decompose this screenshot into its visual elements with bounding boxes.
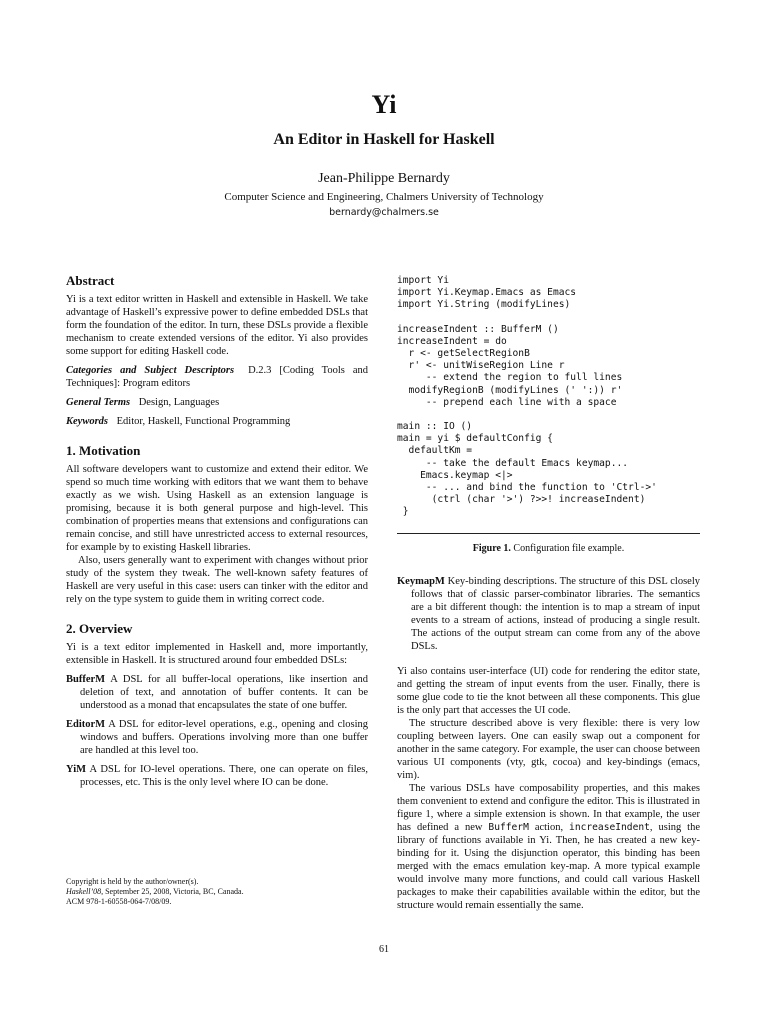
overview-section bbox=[66, 622, 368, 789]
copyright-line: Copyright is held by the author/owner(s). bbox=[66, 877, 199, 886]
paper-subtitle: An Editor in Haskell for Haskell bbox=[273, 131, 495, 148]
author-name: Jean-Philippe Bernardy bbox=[318, 171, 450, 186]
figure-rule bbox=[397, 533, 700, 534]
categories-value: D.2.3 [Coding Tools and Techniques]: Program editors bbox=[66, 365, 368, 389]
general-terms-value: Design, Languages bbox=[138, 397, 220, 408]
page-number: 61 bbox=[379, 944, 389, 955]
motivation-paragraph-1: All software developers want to customize and extend their editor. We spend so much time working with editors that we want them to behave exactly as we wish. Using Haskell as an extension language is promising, because it is both general purpose and high-level. This combination of properties means that extensions and configurations can remain concise, and still have unrestricted access to external resources, for example by to existing Haskell libraries. bbox=[66, 464, 368, 553]
structure-paragraph: The structure described above is very flexible: there is very low coupling between layers. One can easily swap out a component for another in the same category. For example, the user can choose between various UI components (vty, gtk, cocoa) and key-bindings (emacs, vim). bbox=[397, 717, 700, 781]
acm-line: ACM 978-1-60558-064-7/08/09. bbox=[66, 897, 172, 906]
general-terms-line bbox=[66, 396, 368, 409]
dsl-term: YiM bbox=[66, 764, 87, 775]
dsl-desc: Key-binding descriptions. The structure of this DSL closely follows that of classic parser-combinator libraries. The semantics are a bit different though: the intention is to map a stream of input events to a stream of actions, instead of producing a single result. The actions of the output stream can come from any of the above DSLs. bbox=[411, 575, 700, 652]
venue-line bbox=[66, 887, 366, 897]
author-email: bernardy@chalmers.se bbox=[329, 207, 439, 218]
motivation-section bbox=[66, 444, 368, 606]
general-terms-label: General Terms bbox=[66, 397, 131, 408]
motivation-paragraph-2: Also, users generally want to experiment with changes without prior study of the system they tweak. The well-known safety features of Haskell are very useful in this case: users can tinker with the editor and rely on the type system to guide them in writing correct code. bbox=[66, 555, 368, 605]
motivation-heading: 1. Motivation bbox=[66, 443, 141, 458]
categories-label: Categories and Subject Descriptors bbox=[66, 365, 235, 376]
inline-code-increaseindent: increaseIndent bbox=[569, 821, 650, 833]
author-affiliation: Computer Science and Engineering, Chalmers University of Technology bbox=[224, 191, 544, 203]
code-main: main :: IO () main = yi $ defaultConfig { defaultKm = -- take the default Emacs keymap... Emacs.keymap <|> -- ... and bind the function to 'Ctrl->' (ctrl (char '>') ?>>! increaseIndent) } bbox=[397, 421, 657, 518]
keywords-label: Keywords bbox=[66, 416, 108, 427]
figure-1 bbox=[397, 275, 700, 555]
dsl-list bbox=[66, 673, 368, 789]
dsl-term: BufferM bbox=[66, 674, 106, 685]
left-column bbox=[66, 274, 368, 789]
ui-paragraph: Yi also contains user-interface (UI) code for rendering the editor state, and getting the stream of input events from the user. Finally, there is some glue code to tie the knot between all these components. This glue is the only part that accesses the UI code. bbox=[397, 665, 700, 716]
categories-line bbox=[66, 364, 368, 390]
venue-details: September 25, 2008, Victoria, BC, Canada. bbox=[105, 887, 244, 896]
keywords-value: Editor, Haskell, Functional Programming bbox=[116, 416, 291, 427]
abstract-text: Yi is a text editor written in Haskell and extensible in Haskell. We take advantage of Haskell’s expressive power to define embedded DSLs that form the foundation of the editor. In turn, these DSLs provide a flexible mechanism to create extended versions of the editor. Yi also provides some support for editing Haskell code. bbox=[66, 294, 368, 357]
copyright-footnote bbox=[66, 877, 366, 907]
dsl-desc: A DSL for all buffer-local operations, like insertion and deletion of text, and annotation of buffer contents. It can be understood as a monad that encapsulates the state of one buffer. bbox=[80, 674, 368, 711]
dsl-term: KeymapM bbox=[397, 575, 445, 587]
dsl-desc: A DSL for editor-level operations, e.g., opening and closing windows and buffers. Operations involving more than one buffer are handled at this level too. bbox=[80, 719, 369, 756]
right-column bbox=[397, 275, 700, 912]
overview-intro: Yi is a text editor implemented in Haskell and, more importantly, extensible in Haskell. It is structured around four embedded DSLs: bbox=[66, 642, 368, 666]
keywords-line bbox=[66, 415, 368, 428]
paper-title: Yi bbox=[371, 90, 397, 119]
dsl-term: EditorM bbox=[66, 719, 106, 730]
code-imports: import Yi import Yi.Keymap.Emacs as Emacs import Yi.String (modifyLines) bbox=[397, 275, 577, 311]
figure-caption-text: Configuration file example. bbox=[513, 542, 625, 554]
figure-caption bbox=[397, 542, 700, 555]
dsl-item-bufferm bbox=[66, 673, 368, 712]
code-increase-indent: increaseIndent :: BufferM () increaseIndent = do r <- getSelectRegionB r' <- unitWiseRegion Line r -- extend the region to full lines modifyRegionB (modifyLines (' ':)) r' -- prepend each line with a space bbox=[397, 323, 623, 408]
dsl-item-editorm bbox=[66, 718, 368, 757]
venue-name: Haskell’08, bbox=[66, 887, 104, 896]
composability-paragraph: The various DSLs have composability properties, and this makes them convenient to extend and configure the editor. This is illustrated in figure 1, where a simple extension is shown. In that example, the user has defined a new BufferM action, increaseIndent, using the library of functions available in Yi. Then, he has created a new key-binding for it. Using the disjunction operator, this binding has been merged with the emacs emulation key-map. A more typical example would involve many more functions, and could call various Haskell packages to make their capabilities available within the editor, but the structure would remain essentially the same. bbox=[397, 782, 701, 911]
overview-heading: 2. Overview bbox=[66, 621, 133, 636]
dsl-desc: A DSL for IO-level operations. There, one can operate on files, processes, etc. This is the only level where IO can be done. bbox=[80, 764, 368, 788]
abstract-heading: Abstract bbox=[66, 273, 115, 288]
dsl-item-keymapm bbox=[397, 575, 700, 653]
figure-label: Figure 1. bbox=[472, 542, 511, 554]
inline-code-bufferm: BufferM bbox=[488, 821, 529, 833]
dsl-item-yim bbox=[66, 763, 368, 789]
